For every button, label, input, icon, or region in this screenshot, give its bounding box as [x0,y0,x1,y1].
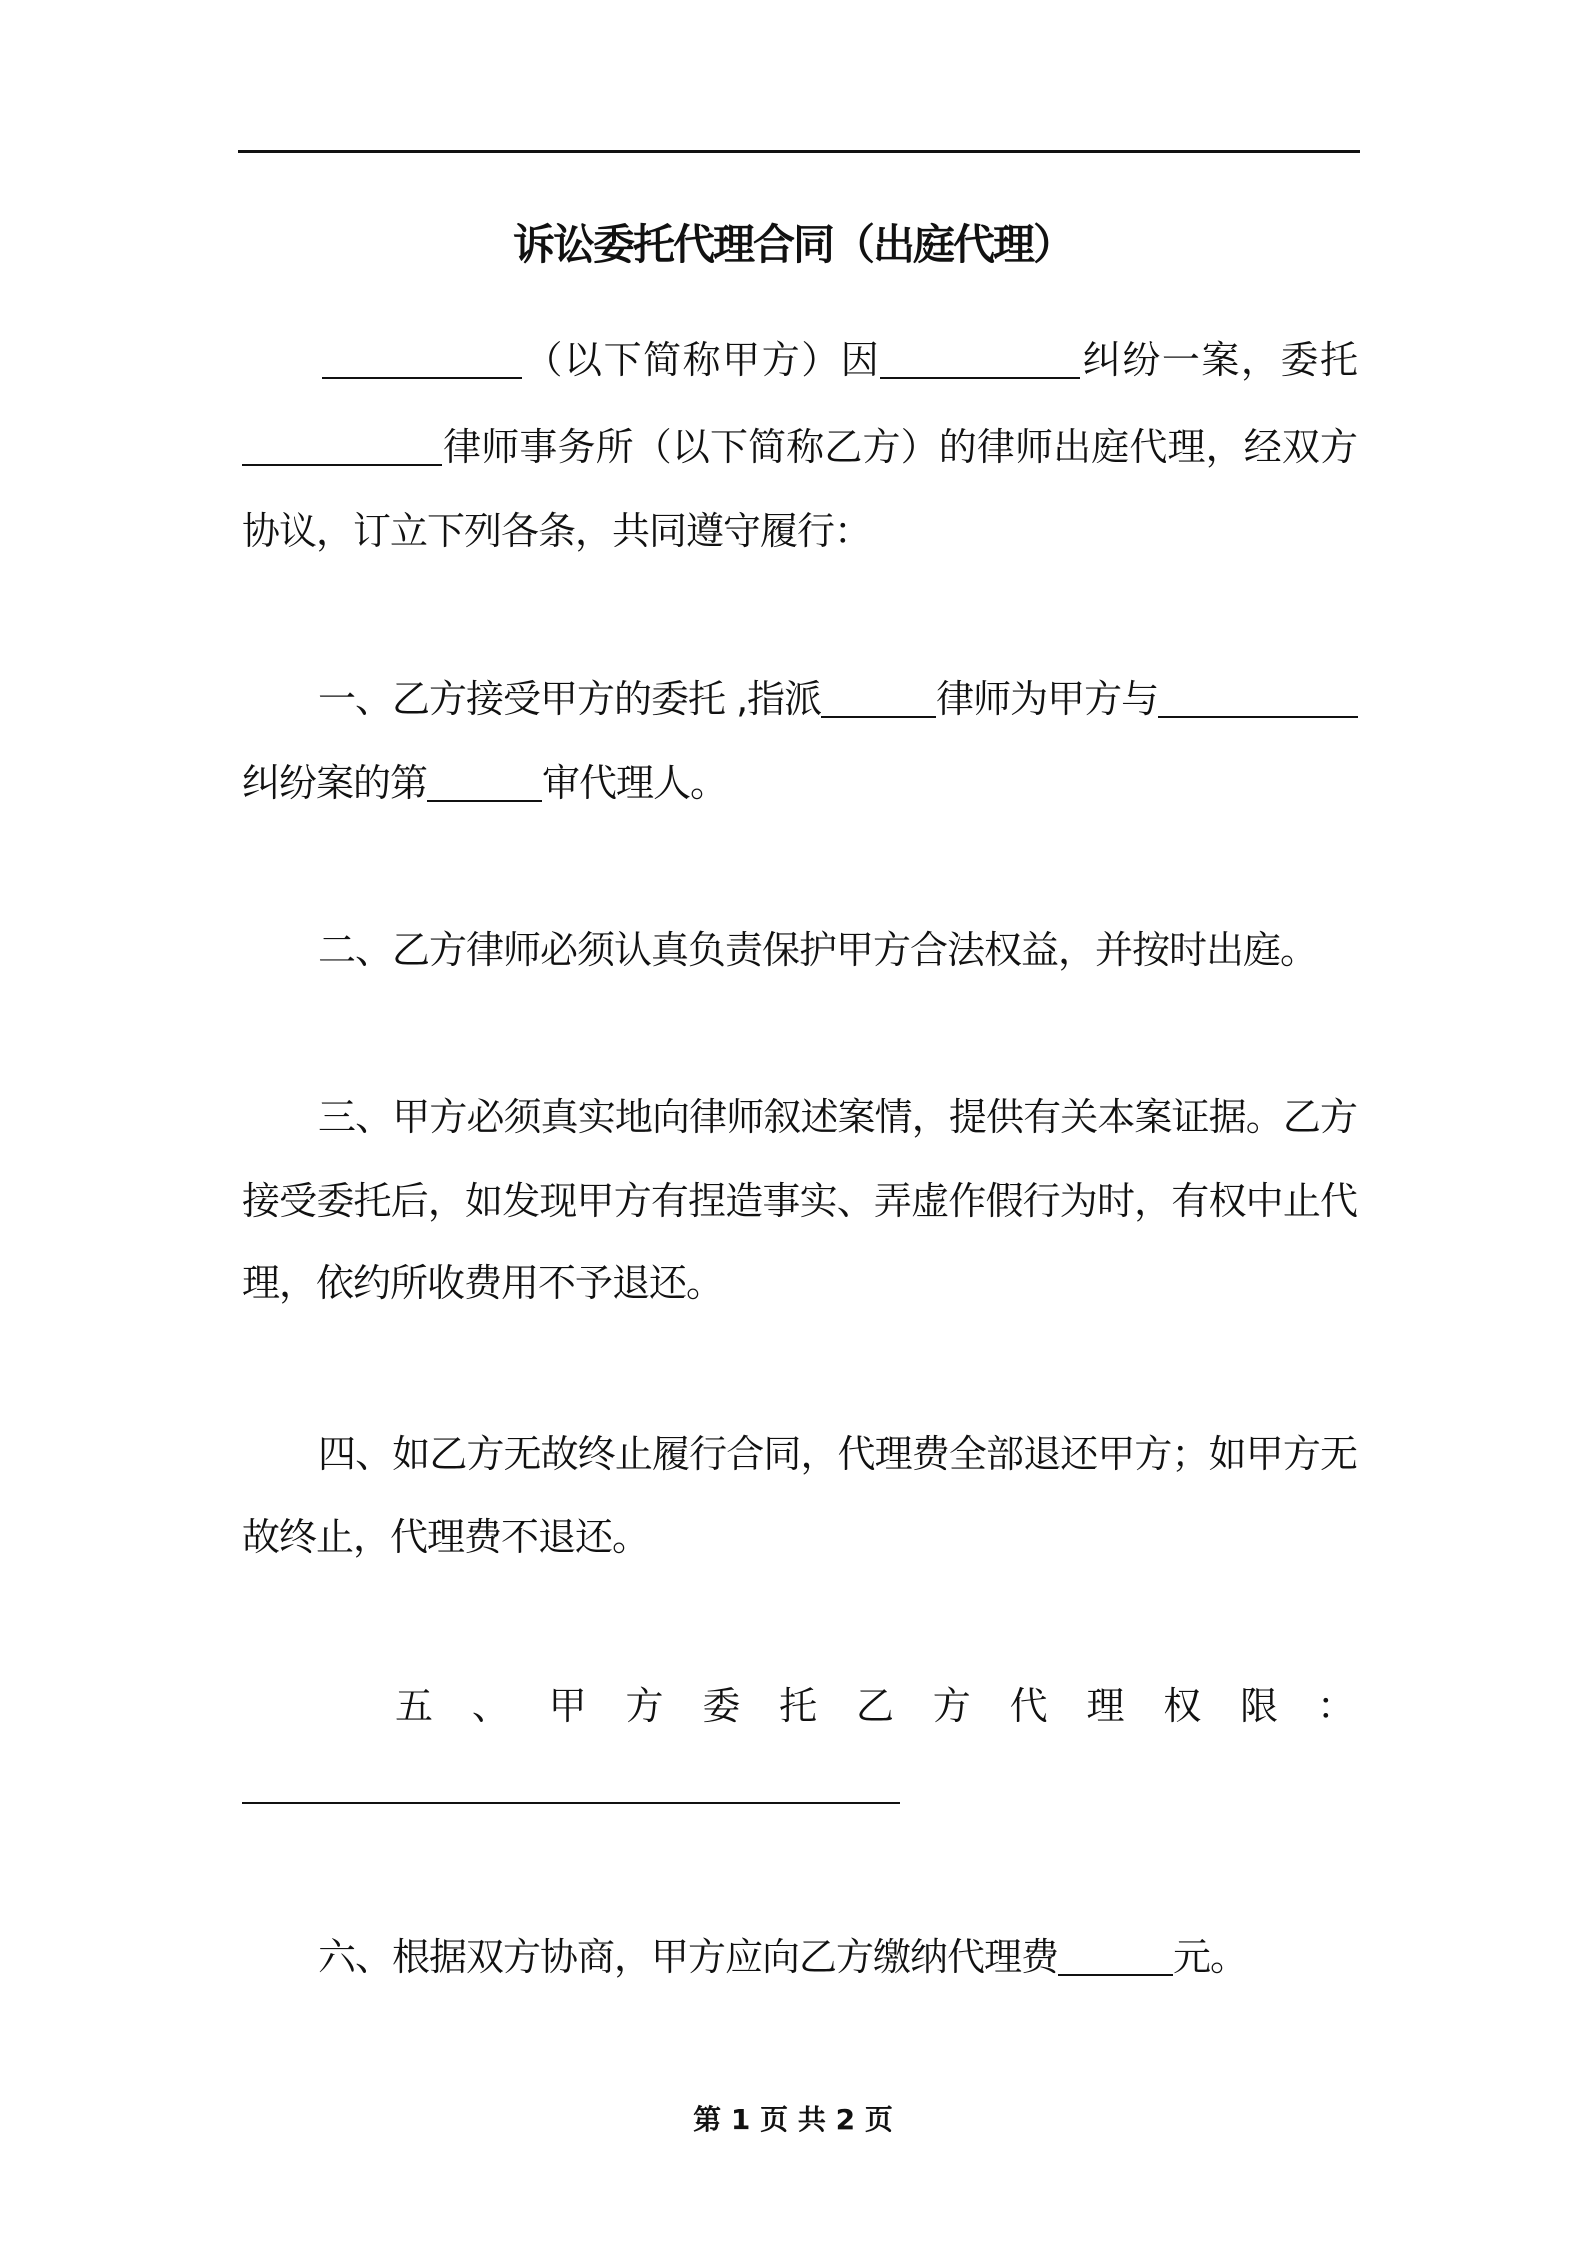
clause-1-line-2 [242,758,1357,808]
text: 审代理人。 [542,761,728,805]
header-rule [238,150,1360,153]
page-number: 第 1 页 共 2 页 [693,2103,893,2136]
char: 限 [1240,1684,1279,1728]
text: （以下简称甲方）因 [522,338,881,382]
preamble-line-1 [322,335,1357,385]
char: 甲 [548,1684,587,1728]
document-title: 诉讼委托代理合同（出庭代理） [512,220,1073,269]
text: 律师为甲方与 [936,677,1159,721]
clause-6 [318,1932,1433,1982]
char: 权 [1163,1684,1202,1728]
char: 理 [1086,1684,1125,1728]
text: 纠纷案的第 [242,761,428,805]
char: 代 [1009,1684,1048,1728]
text: 元。 [1173,1935,1248,1979]
law-firm-blank[interactable] [242,424,442,466]
text: 纠纷一案，委托 [1080,338,1357,382]
char: 五 [395,1684,434,1728]
char: 方 [932,1684,971,1728]
char: ： [1316,1684,1355,1728]
char: 方 [625,1684,664,1728]
clause-3-line-1: 三、甲方必须真实地向律师叙述案情，提供有关本案证据。乙方 [318,1095,1357,1139]
text: 律师事务所（以下简称乙方）的律师出庭代理，经双方 [442,425,1357,469]
fee-blank[interactable] [1058,1934,1173,1976]
clause-2: 二、乙方律师必须认真负责保护甲方合法权益，并按时出庭。 [318,928,1318,972]
text: 一、乙方接受甲方的委托 ,指派 [318,677,822,721]
preamble-line-2 [242,422,1357,472]
text: 六、根据双方协商，甲方应向乙方缴纳代理费 [318,1935,1059,1979]
clause-4-line-1: 四、如乙方无故终止履行合同，代理费全部退还甲方；如甲方无 [318,1432,1357,1476]
clause-1-line-1 [318,674,1357,724]
lawyer-blank[interactable] [821,676,936,718]
char: 委 [702,1684,741,1728]
char: 乙 [855,1684,894,1728]
clause-3-line-3: 理，依约所收费用不予退还。 [242,1261,724,1305]
instance-blank[interactable] [427,760,542,802]
party-a-blank[interactable] [322,337,522,379]
char: 托 [779,1684,818,1728]
clause-3-line-2: 接受委托后，如发现甲方有捏造事实、弄虚作假行为时，有权中止代 [242,1179,1357,1223]
char: 、 [471,1684,510,1728]
opponent-blank[interactable] [1158,676,1358,718]
authority-blank[interactable] [242,1802,900,1804]
clause-4-line-2: 故终止，代理费不退还。 [242,1515,650,1559]
dispute-blank[interactable] [880,337,1080,379]
preamble-line-3: 协议，订立下列各条，共同遵守履行： [242,509,872,553]
clause-5-heading [395,1681,1355,1731]
